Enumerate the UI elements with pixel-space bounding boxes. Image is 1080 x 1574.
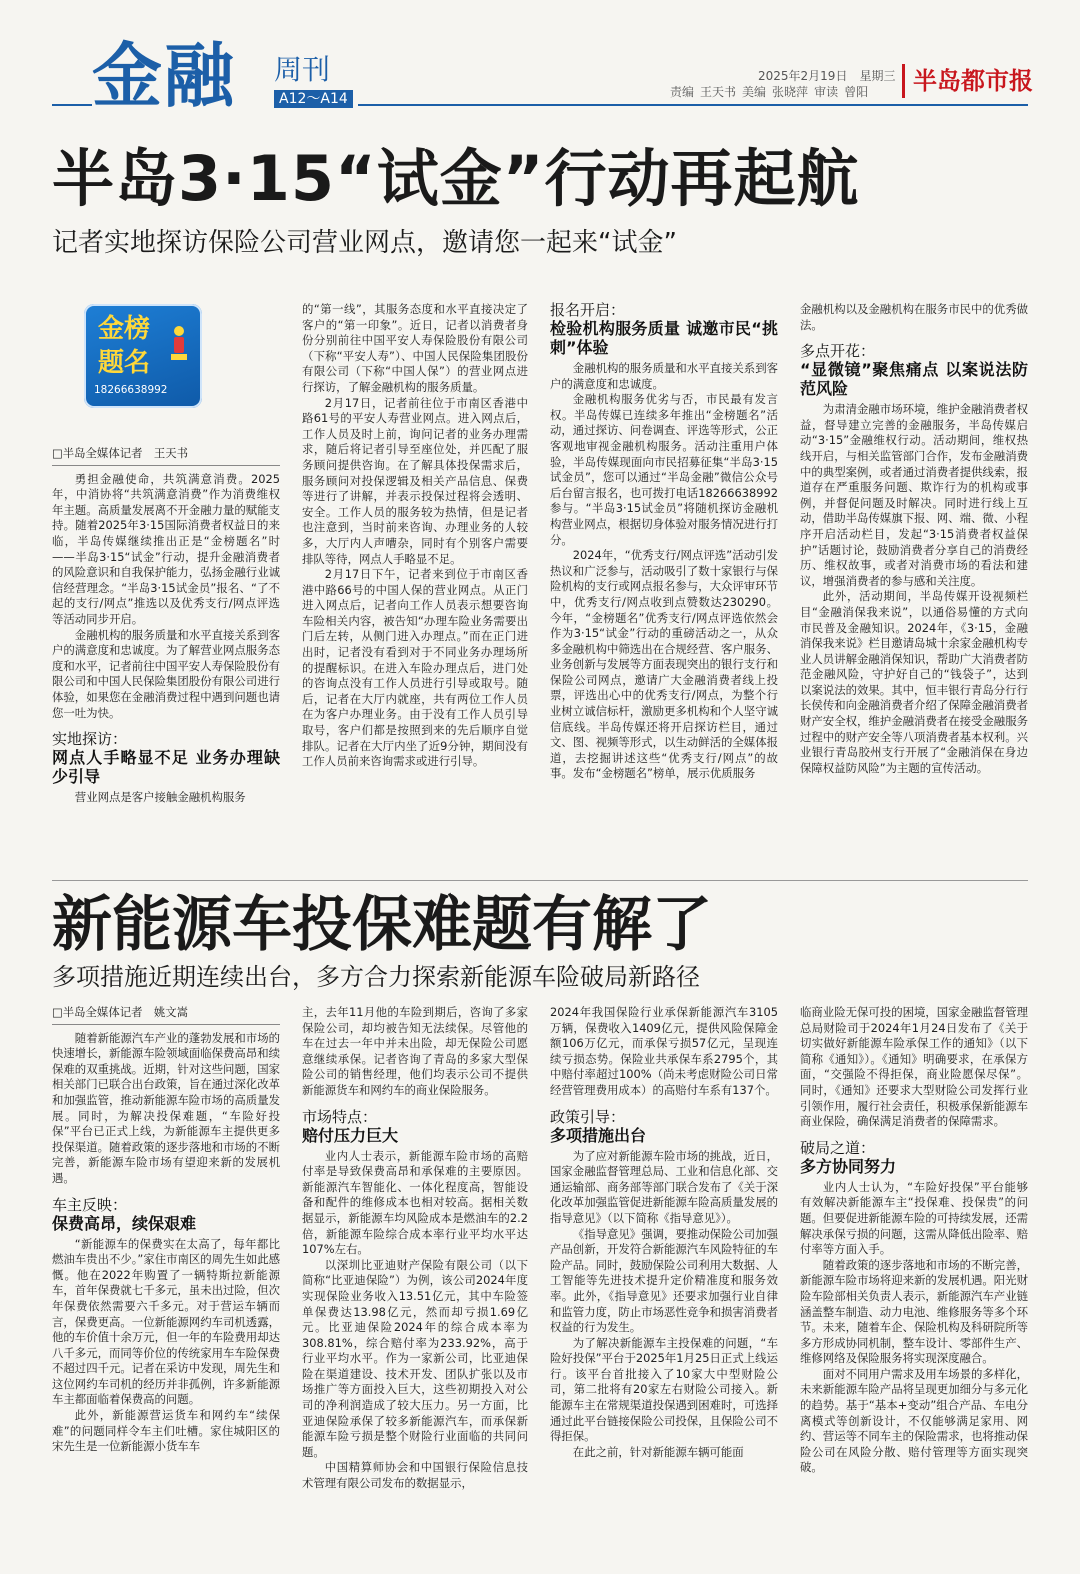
article1-subhead-2	[550, 302, 778, 357]
subhead-title: “显微镜”聚焦痛点 以案说法防范风险	[800, 360, 1028, 399]
article2-subhead-2	[302, 1109, 528, 1145]
gold-list-badge	[84, 304, 202, 408]
staff-name: 曾阳	[844, 85, 869, 99]
subhead-title: 多方协同努力	[800, 1156, 897, 1176]
article2-column-1	[52, 1005, 280, 1565]
paragraph: 业内人士认为，“车险好投保”平台能够有效解决新能源车主“投保难、投保贵”的问题。但要促进新能源车险的可持续发展，还需解决承保亏损的问题，这需从降低出险率、赔付率等方面入手。	[800, 1179, 1028, 1257]
subhead-kicker: 破局之道：	[800, 1138, 876, 1157]
paragraph: 金融机构以及金融机构在服务市民中的优秀做法。	[800, 302, 1028, 332]
article2-subhead-3	[550, 1109, 778, 1145]
article1-headline: 半岛3·15“试金”行动再起航	[52, 142, 860, 215]
article1-column-1	[52, 446, 280, 846]
subhead-kicker: 市场特点：	[302, 1107, 378, 1126]
paragraph: 2月17日下午，记者来到位于市南区香港中路66号的中国人保的营业网点。从正门进入网点后，记者向工作人员表示想要咨询车险相关内容，被告知“办理车险业务需要出门后左转，从侧门进入办理点。”而在正门进出时，记者没有看到对于不同业务办理场所的提醒标识。在进入车险办理点后，进门处的咨询点没有工作人员进行引导或取号。随后，记者在大厅内就座，共有两位工作人员在为客户办理业务。由于没有工作人员引导取号，客户们都是按照到来的先后顺序自觉排队。记者在大厅内坐了近9分钟，期间没有工作人员前来咨询需求或进行引导。	[302, 567, 528, 769]
article1-subhead-3	[800, 343, 1028, 398]
article1-deck: 记者实地探访保险公司营业网点，邀请您一起来“试金”	[52, 228, 677, 258]
article1-column-3	[550, 302, 778, 848]
paragraph: 面对不同用户需求及用车场景的多样化，未来新能源车险产品将呈现更加细分与多元化的趋势。基于“基本+变动”组合产品、车电分离模式等创新设计，不仅能够满足家用、网约、营运等不同车主的保险需求，也将推动保险公司在风险分散、赔付管理等方面实现突破。	[800, 1366, 1028, 1475]
trophy-figure-icon	[166, 324, 192, 364]
article1-byline: □半岛全媒体记者 王天书	[52, 446, 280, 466]
paragraph: 主，去年11月他的车险到期后，咨询了多家保险公司，却均被告知无法续保。尽管他的车在过去一年中并未出险，却无保险公司愿意继续承保。记者咨询了青岛的多家大型保险公司的销售经理，他们均表示公司不提供新能源货车和网约车的商业保险服务。	[302, 1005, 528, 1097]
paragraph: 2月17日，记者前往位于市南区香港中路61号的平安人寿营业网点。进入网点后，工作人员及时上前，询问记者的业务办理需求，随后将记者引导至座位处，并匹配了服务顾问提供咨询。在了解具体投保需求后，服务顾问对投保逻辑及相关产品信息、保费等进行了讲解，并表示投保过程将会透明、安全。工作人员的服务较为热情，但是记者也注意到，当时前来咨询、办理业务的人较多，大厅内人声嘈杂，同时有个别客户需要排队等待，网点人手略显不足。	[302, 395, 528, 566]
paragraph: 在此之前，针对新能源车辆可能面	[572, 1444, 744, 1459]
paragraph: 随着新能源汽车产业的蓬勃发展和市场的快速增长，新能源车险领域面临保费高昂和续保难的双重挑战。近期，针对这些问题，国家相关部门已联合出台政策，旨在通过深化改革和加强监管，推动新能源车险市场的高质量发展。同时，为解决投保难题，“车险好投保”平台已正式上线，为新能源车主提供更多投保渠道。随着政策的逐步落地和市场的不断完善，新能源车险市场有望迎来新的发展机遇。	[52, 1030, 280, 1185]
article2-column-3	[550, 1005, 778, 1565]
paragraph: 《指导意见》强调，要推动保险公司加强产品创新，开发符合新能源汽车风险特征的车险产品。同时，鼓励保险公司利用大数据、人工智能等先进技术提升定价精准度和服务效率。此外，《指导意见》还要求加强行业自律和监管力度，防止市场恶性竞争和损害消费者权益的行为发生。	[550, 1226, 778, 1335]
issue-date: 2025年2月19日 星期三	[758, 69, 896, 83]
section-title: 金融	[92, 35, 236, 117]
article2-deck: 多项措施近期连续出台，多方合力探索新能源车险破局新路径	[52, 963, 700, 991]
staff-name: 张晓萍	[772, 85, 809, 99]
subhead-title: 网点人手略显不足 业务办理缺少引导	[52, 748, 280, 787]
masthead-rule-right	[358, 104, 1028, 106]
paragraph: 2024年，“优秀支行/网点评选”活动引发热议和广泛参与，活动吸引了数十家银行与保险机构的支行或网点报名参与，大众评审环节中，优秀支行/网点收到点赞数达230290。今年，“金榜题名”优秀支行/网点评选依然会作为3·15“试金”行动的重磅活动之一，从众多金融机构中筛选出在合规经营、客户服务、业务创新与发展等方面表现突出的银行支行和保险公司网点，邀请广大金融消费者线上投票，评选出心中的优秀支行/网点，为整个行业树立诚信标杆，激励更多机构和个人坚守诚信底线。半岛传媒还将开启探访栏目，通过文、图、视频等形式，以生动鲜活的全媒体报道，去挖掘讲述这些“优秀支行/网点”的故事。发布“金榜题名”榜单，展示优质服务	[550, 548, 778, 781]
masthead-rule-left	[52, 104, 92, 106]
badge-line1: 金榜	[98, 314, 151, 344]
paragraph: 临商业险无保可投的困境，国家金融监督管理总局财险司于2024年1月24日发布了《关于切实做好新能源车险承保工作的通知》（以下简称《通知》）。《通知》明确要求，在承保方面，“交强险不得拒保，商业险愿保尽保”。同时，《通知》还要求大型财险公司发挥行业引领作用，履行社会责任，积极承保新能源车商业保险，确保满足消费者的保障需求。	[800, 1005, 1028, 1129]
paragraph: 此外，新能源营运货车和网约车“续保难”的问题同样令车主们吐槽。家住城阳区的宋先生是一位新能源小货车车	[52, 1408, 280, 1454]
paragraph: 为了应对新能源车险市场的挑战，近日，国家金融监督管理总局、工业和信息化部、交通运输部、商务部等部门联合发布了《关于深化改革加强监管促进新能源车险高质量发展的指导意见》（以下简称《指导意见》）。	[550, 1148, 778, 1225]
paragraph: 以深圳比亚迪财产保险有限公司（以下简称“比亚迪保险”）为例，该公司2024年度实现保险业务收入13.51亿元，其中车险签单保费达13.98亿元，然而却亏损1.69亿元。比亚迪保险2024年的综合成本率为308.81%，综合赔付率为233.92%，高于行业平均水平。作为一家新公司，比亚迪保险在渠道建设、技术开发、团队扩张以及市场推广等方面投入巨大，这些初期投入对公司的净利润造成了较大压力。另一方面，比亚迪保险承保了较多新能源汽车，而承保新能源车险亏损是整个财险行业面临的共同问题。	[302, 1257, 528, 1459]
article2-subhead-1	[52, 1197, 280, 1233]
page-range: A12～A14	[274, 90, 353, 108]
article1-column-2	[302, 302, 528, 848]
section-weekly: 周刊	[274, 53, 331, 86]
article2-byline: □半岛全媒体记者 姚文嵩	[52, 1005, 280, 1025]
subhead-kicker: 车主反映：	[52, 1195, 128, 1214]
article1-subhead-1	[52, 731, 280, 786]
section-divider	[52, 880, 1028, 881]
staff-name: 王天书	[700, 85, 737, 99]
subhead-title: 检验机构服务质量 诚邀市民“挑刺”体验	[550, 319, 778, 357]
paragraph: 金融机构的服务质量和水平直接关系到客户的满意度和忠诚度。	[550, 361, 778, 391]
subhead-title: 多项措施出台	[550, 1125, 647, 1145]
paragraph: 勇担金融使命，共筑满意消费。2025年，中消协将“共筑满意消费”作为消费维权年主题。高质量发展离不开金融力量的赋能支持。随着2025年3·15国际消费者权益日的来临，半岛传媒继续推出正是“金榜题名”时——半岛3·15“试金”行动，提升金融消费者的风险意识和自我保护能力，弘扬金融行业诚信经营理念。“半岛3·15试金员”报名、“了不起的支行/网点”推选以及优秀支行/网点评选等活动同步开启。	[52, 471, 280, 626]
article2-column-4	[800, 1005, 1028, 1565]
paragraph: “新能源车的保费实在太高了，每年都比燃油车贵出不少。”家住市南区的周先生如此感慨。他在2022年购置了一辆特斯拉新能源车，首年保费就七千多元，虽未出过险，但次年保费依然需要六千多元。对于营运车辆而言，保费更高。一位新能源网约车司机透露，他的车价值十余万元，但一年的车险费用却达八千多元，而同等价位的传统家用车车险保费不超过四千元。记者在采访中发现，周先生和这位网约车司机的经历并非孤例，许多新能源车主都面临着保费高的问题。	[52, 1236, 281, 1407]
subhead-kicker: 报名开启：	[550, 301, 626, 319]
editor-credits	[670, 83, 874, 100]
staff-label: 责编	[670, 85, 695, 99]
badge-line2: 题名	[98, 348, 151, 378]
masthead	[0, 0, 1080, 135]
paragraph: 为了解决新能源车主投保难的问题，“车险好投保”平台于2025年1月25日正式上线运行。该平台首批接入了10家大中型财险公司，第二批将有20家左右财险公司接入。新能源车主在常规渠道投保遇到困难时，可选择通过此平台链接保险公司投保，且保险公司不得拒保。	[550, 1335, 778, 1444]
article2-subhead-4	[800, 1140, 1028, 1176]
paragraph: 金融机构的服务质量和水平直接关系到客户的满意度和忠诚度。为了解营业网点服务态度和水平，记者前往中国平安人寿保险股份有限公司和中国人民保险集团股份有限公司进行体验，如果您在金融消费过程中遇到问题也请您一吐为快。	[52, 627, 280, 720]
paragraph: 此外，活动期间，半岛传媒开设视频栏目“金融消保我来说”，以通俗易懂的方式向市民普及金融知识。2024年，《3·15，金融消保我来说》栏目邀请岛城十余家金融机构专业人员讲解金融消保知识，帮助广大消费者防范金融风险，守护好自己的“钱袋子”，达到以案说法的效果。其中，恒丰银行青岛分行行长侯传和向金融消费者介绍了保障金融消费者财产安全权，维护金融消费者在接受金融服务过程中的财产安全等八项消费者基本权利。兴业银行青岛胶州支行开展了“金融消保在身边 保障权益防风险”为主题的宣传活动。	[800, 589, 1040, 775]
paragraph: 金融机构服务优劣与否，市民最有发言权。半岛传媒已连续多年推出“金榜题名”活动，通过探访、问卷调查、评选等形式，公正客观地审视金融机构服务。活动注重用户体验，半岛传媒现面向市民招募征集“半岛3·15试金员”，您可以通过“半岛金融”微信公众号后台留言报名，也可拨打电话18266638992参与。“半岛3·15试金员”将随机探访金融机构营业网点，根据切身体验对服务情况进行打分。	[550, 392, 778, 547]
article2-column-2	[302, 1005, 528, 1565]
paragraph: 随着政策的逐步落地和市场的不断完善，新能源车险市场将迎来新的发展机遇。阳光财险车险部相关负责人表示，新能源汽车产业链涵盖整车制造、动力电池、维修服务等多个环节。未来，随着车企、保险机构及科研院所等多方形成协同机制，整车设计、零部件生产、维修网络及保险服务将实现深度融合。	[800, 1257, 1028, 1366]
article2-headline: 新能源车投保难题有解了	[52, 890, 712, 960]
subhead-title: 保费高昂，续保艰难	[52, 1213, 197, 1233]
paragraph: 业内人士表示，新能源车险市场的高赔付率是导致保费高昂和承保难的主要原因。新能源汽车智能化、一体化程度高，智能设备和配件的维修成本也相对较高。据相关数据显示，新能源车均风险成本是燃油车的2.2倍，新能源车险综合成本率行业平均水平达107%左右。	[302, 1148, 528, 1257]
staff-label: 审读	[814, 85, 839, 99]
paragraph: 营业网点是客户接触金融机构服务	[74, 790, 246, 805]
subhead-title: 赔付压力巨大	[302, 1125, 399, 1145]
paragraph: 中国精算师协会和中国银行保险信息技术管理有限公司发布的数据显示，	[302, 1460, 528, 1491]
paragraph: 的“第一线”，其服务态度和水平直接决定了客户的“第一印象”。近日，记者以消费者身份分别前往中国平安人寿保险股份有限公司（下称“平安人寿”）、中国人民保险集团股份有限公司（下称“中国人保”）的营业网点进行探访，了解金融机构的服务质量。	[302, 302, 528, 394]
staff-label: 美编	[742, 85, 767, 99]
badge-phone: 18266638992	[94, 384, 168, 396]
paragraph: 2024年我国保险行业承保新能源汽车3105万辆，保费收入1409亿元，提供风险保障金额106万亿元，而承保亏损57亿元，呈现连续亏损态势。保险业共承保车系2795个，其中赔付率超过100%（尚未考虑财险公司日常经营管理费用成本）的高赔付车系有137个。	[550, 1005, 778, 1097]
subhead-kicker: 实地探访：	[52, 730, 128, 749]
subhead-kicker: 多点开花：	[800, 342, 876, 361]
newspaper-logo: 半岛都市报	[902, 64, 1033, 98]
paragraph: 为肃清金融市场环境，维护金融消费者权益，督导建立完善的金融服务，半岛传媒启动“3·15”金融维权行动。活动期间，维权热线开启，与相关监管部门合作，发布金融消费中的典型案例，或者通过消费者提供线索，报道存在严重服务问题、欺诈行为的机构或事例，并督促问题及时解决。同时进行线上互动，借助半岛传媒旗下报、网、端、微、小程序开启活动栏目，发起“3·15消费者权益保护”话题讨论，鼓励消费者分享自己的消费经历、维权故事，或者对消费市场的看法和建议，增强消费者的参与感和关注度。	[800, 402, 1028, 588]
subhead-kicker: 政策引导：	[550, 1107, 626, 1126]
article1-column-4	[800, 302, 1040, 848]
